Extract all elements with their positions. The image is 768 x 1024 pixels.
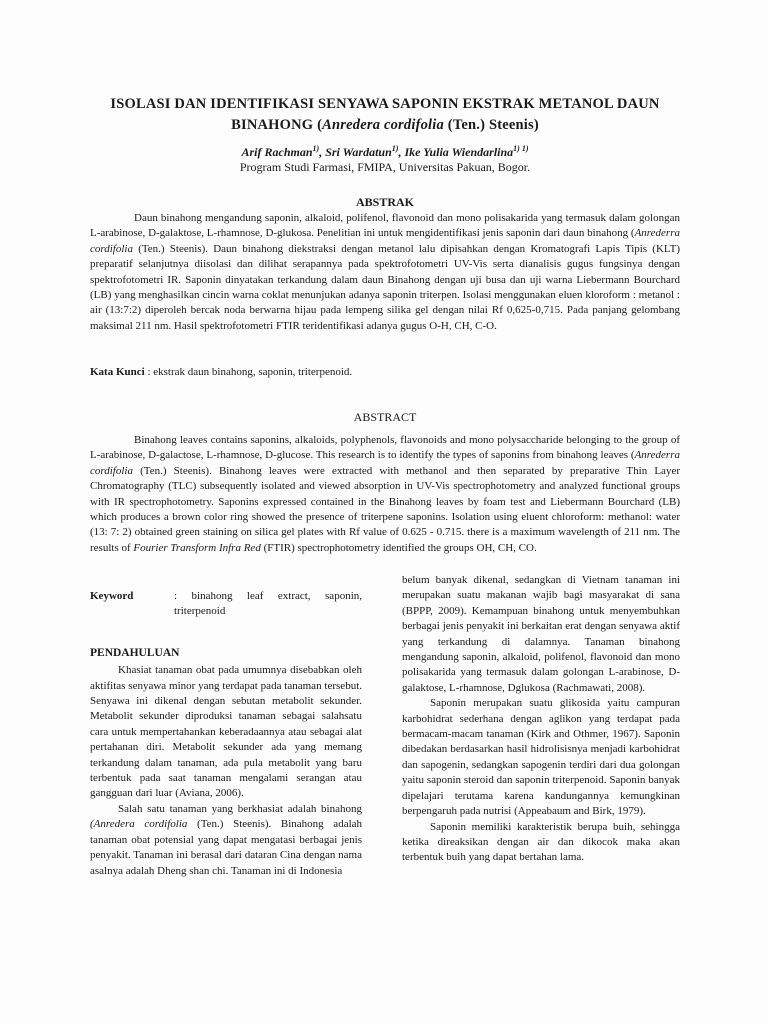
author-1: Arif Rachman (241, 145, 313, 159)
abstrak-heading: ABSTRAK (355, 195, 414, 209)
author-3: , Ike Yulia Wiendarlina (398, 145, 514, 159)
title-text-part1: ISOLASI DAN IDENTIFIKASI SENYAWA SAPONIN EKSTRAK METANOL DAUN BINAHONG ( (110, 96, 660, 133)
keyword-line (90, 589, 362, 620)
kata-kunci-text: : ekstrak daun binahong, saponin, triterpenoid. (144, 366, 353, 378)
pendahuluan-paragraph-2 (90, 802, 362, 879)
left-column (90, 589, 362, 879)
abstrak-paragraph (90, 211, 680, 334)
author-3-affil-mark: 1) 1) (513, 144, 529, 153)
kata-kunci-label: Kata Kunci (90, 366, 145, 378)
abstrak-text-a: Daun binahong mengandung saponin, alkaloid, polifenol, flavonoid dan mono polisakarida yang termasuk dalam golongan L-arabinose, D-galaktose, L-rhamnose, D-glukosa. Penelitian ini untuk mengidentifikasi jenis saponin dari daun binahong ( (90, 212, 680, 240)
right-paragraph-3: Saponin memiliki karakteristik berupa buih, sehingga ketika direaksikan dengan air dan dikocok maka akan terbentuk buih yang dapat bertahan lama. (402, 820, 680, 864)
author-names (242, 145, 529, 159)
abstrak-text-b: (Ten.) Steenis). Daun binahong diekstraksi dengan metanol lalu dipisahkan dengan Kromatografi Lapis Tipis (KLT) preparatif selanjutnya diisolasi dan dilihat serapannya pada spektrofotometri UV-Vis serta dianalisis gugus fungsinya dengan spektrofotometri IR. Saponin dinyatakan terkandung dalam daun Binahong dengan uji busa dan uji warna Liebermann Bourchard (LB) yang menghasilkan cincin warna coklat menunjukan adanya saponin triterpen. Isolasi menggunakan eluen kloroform : metanol : air (13:7:2) diperoleh bercak noda berwarna hijau pada lempeng silika gel dengan nilai Rf 0,625-0,715. Pada panjang gelombang maksimal 211 nm. Hasil spektrofotometri FTIR teridentifikasi adanya gugus O-H, CH, C-O. (90, 242, 680, 332)
author-2-affil-mark: 1) (391, 144, 399, 153)
pendahuluan-heading: PENDAHULUAN (90, 646, 180, 659)
affiliation: Program Studi Farmasi, FMIPA, Universitas Pakuan, Bogor. (239, 160, 531, 174)
author-2: , Sri Wardatun (319, 145, 392, 159)
abstract-text-b: (Ten.) Steenis). Binahong leaves were extracted with methanol and then separated by preparative Thin Layer Chromatography (TLC) subsequently isolated and viewed absorption in UV-Vis spectrophotometry and analyzed functional groups with IR spectrophotometry. Saponins expressed contained in the Binahong leaves by foam test and Liebermann Bourchard (LB) which produces a brown color ring showed the presence of triterpene saponins. Isolation using eluent chloroform: methanol: water (13: 7: 2) obtained green staining on silica gel plates with Rf value of 0.625 - 0.715. there is a maximum wavelength of 211 nm. The results of (90, 464, 680, 554)
title-species: Anredera cordifolia (322, 117, 444, 133)
abstract-species: Anrederra cordifolia (90, 449, 680, 477)
keyword-label: Keyword (90, 590, 134, 602)
abstract-text-a: Binahong leaves contains saponins, alkaloids, polyphenols, flavonoids and mono polysaccharide belonging to the group of L-arabinose, D-galactose, L-rhamnose, D-glucose. This research is to identify the types of saponins from binahong leaves ( (90, 434, 680, 462)
abstract-ftir: Fourier Transform Infra Red (133, 541, 261, 554)
right-paragraph-2: Saponin merupakan suatu glikosida yaitu campuran karbohidrat sederhana dengan aglikon yang terdapat pada bermacam-macam tanaman (Kirk and Othmer, 1967). Saponin dibedakan berdasarkan hasil hidrolisisnya menjadi karbohidrat dan sapogenin, sedangkan sapogenin terdiri dari dua golongan yaitu saponin steroid dan saponin triterpenoid. Saponin banyak dipelajari terutama karena kandungannya kemungkinan berpengaruh pada nutrisi (Appeabaum and Birk, 1979). (402, 697, 680, 818)
paper-title (80, 94, 690, 136)
pendahuluan-p2-text-a: Salah satu tanaman yang berkhasiat adalah binahong (118, 802, 362, 815)
keyword-text: : binahong leaf extract, saponin, triterpenoid (174, 590, 362, 618)
pendahuluan-p2-species: (Anredera cordifolia (90, 818, 188, 831)
author-1-affil-mark: 1) (312, 144, 320, 153)
pendahuluan-p2-text-b: (Ten.) Steenis). Binahong adalah tanaman obat potensial yang dapat mengatasi berbagai jenis penyakit. Tanaman ini berasal dari dataran Cina dengan nama asalnya adalah Dheng shan chi. Tanaman ini di Indonesia (90, 818, 363, 877)
author-block (80, 141, 690, 175)
right-column (402, 573, 680, 866)
right-paragraph-1: belum banyak dikenal, sedangkan di Vietnam tanaman ini merupakan suatu makanan wajib bagi masyarakat di sana (BPPP, 2009). Kemampuan binahong untuk menyembuhkan berbagai jenis penyakit ini berkaitan erat dengan senyawa aktif yang terkandung di dalamnya. Tanaman binahong mengandung saponin, alkaloid, polifenol, flavonoid dan mono polisakarida yang termasuk dalam golongan L-arabinose, D-galaktose, L-rhamnose, Dglukosa (Rachmawati, 2008). (402, 574, 680, 694)
abstract-paragraph (90, 433, 680, 556)
title-text-part2: (Ten.) Steenis) (443, 117, 539, 133)
pendahuluan-paragraph-1: Khasiat tanaman obat pada umumnya disebabkan oleh aktifitas senyawa minor yang terdapat pada tanaman tersebut. Senyawa ini dikenal dengan sebutan metabolit sekunder. Metabolit sekunder diproduksi tanaman sebagai salahsatu cara untuk mempertahankan keberadaannya atau sebagai alat pertahanan diri. Metabolit sekunder ada yang memang terkandung dalam tanaman, ada pula metabolit yang baru terbentuk pada saat tanaman mengalami serangan atau gangguan dari luar (Aviana, 2006). (90, 664, 362, 800)
abstract-heading: ABSTRACT (353, 410, 417, 424)
abstract-text-c: (FTIR) spectrophotometry identified the groups OH, CH, CO. (260, 541, 537, 554)
abstrak-species: Anrederra cordifolia (90, 227, 680, 255)
kata-kunci (90, 365, 680, 380)
